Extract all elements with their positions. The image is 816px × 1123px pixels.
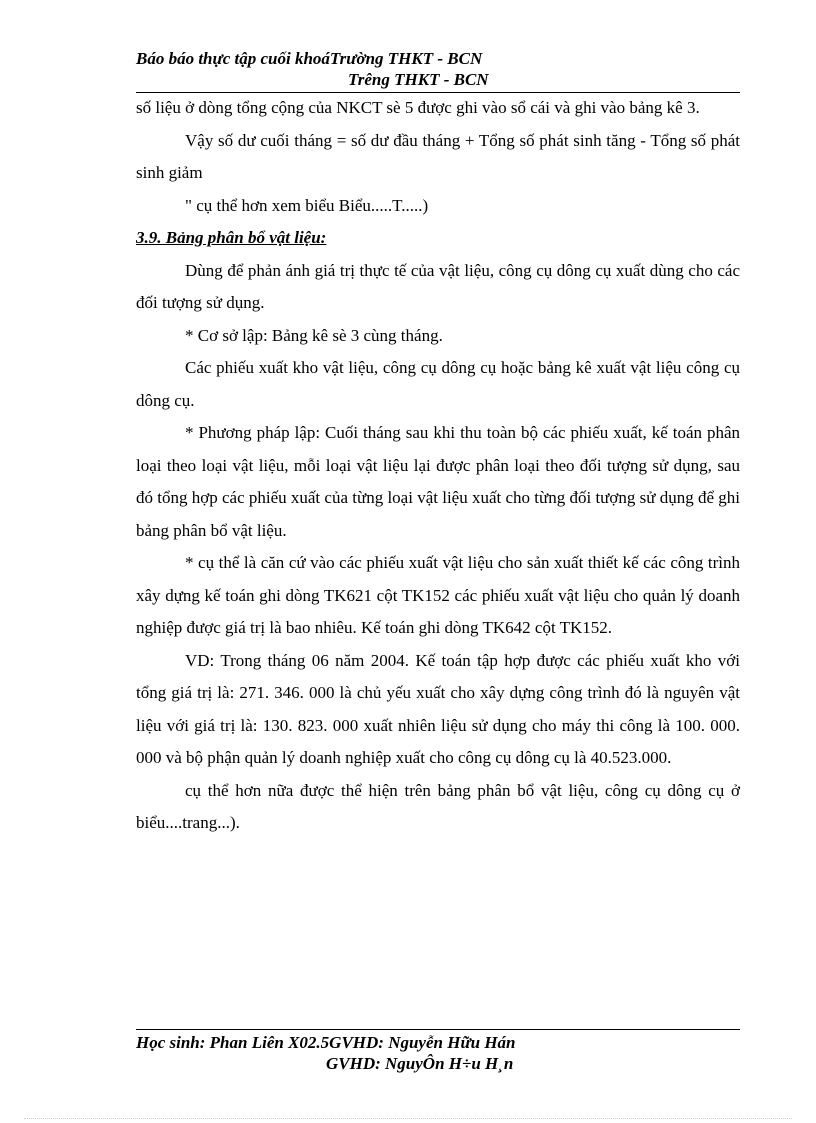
paragraph: số liệu ở dòng tổng cộng của NKCT sè 5 được ghi vào sổ cái và ghi vào bảng kê 3. xyxy=(136,98,700,117)
paragraph: * cụ thể là căn cứ vào các phiếu xuất vật liệu cho sản xuất thiết kế các công trình xây dựng kế toán ghi dòng TK621 cột TK152 các phiếu xuất vật liệu cho quản lý doanh nghiệp được giá trị là bao nhiêu. Kế toán ghi dòng TK642 cột TK152. xyxy=(136,553,740,637)
paragraph: Vậy số dư cuối tháng = số dư đầu tháng + Tổng số phát sinh tăng - Tổng số phát sinh giảm xyxy=(136,130,740,182)
footer-student: Học sinh: Phan Liên X02.5GVHD: Nguyễn Hữu Hán xyxy=(136,1033,516,1052)
page-header xyxy=(136,48,740,90)
paragraph: VD: Trong tháng 06 năm 2004. Kế toán tập hợp được các phiếu xuất kho với tổng giá trị là: 271. 346. 000 là chủ yếu xuất cho xây dựng công trình đó là nguyên vật liệu với giá trị là: 130. 823. 000 xuất nhiên liệu sử dụng cho máy thi công là 100. 000. 000 và bộ phận quản lý doanh nghiệp xuất cho công cụ dông cụ là 40.523.000. xyxy=(136,650,740,767)
paragraph: cụ thể hơn nữa được thể hiện trên bảng phân bổ vật liệu, công cụ dông cụ ở biểu....trang...). xyxy=(136,780,740,832)
section-heading: 3.9. Bảng phân bổ vật liệu: xyxy=(136,228,327,247)
paragraph: Các phiếu xuất kho vật liệu, công cụ dông cụ hoặc bảng kê xuất vật liệu công cụ dông cụ. xyxy=(136,358,740,410)
footer-advisor: GVHD: NguyÔn H÷u H¸n xyxy=(326,1054,514,1073)
header-school: Trêng THKT - BCN xyxy=(348,70,489,89)
header-title: Báo báo thực tập cuối khoáTrường THKT - BCN xyxy=(136,49,483,68)
document-body xyxy=(136,92,740,840)
page-bottom-edge xyxy=(24,1118,792,1119)
paragraph: " cụ thể hơn xem biểu Biểu.....T.....) xyxy=(185,195,429,215)
footer-divider xyxy=(136,1029,740,1030)
page-footer xyxy=(136,1032,740,1074)
paragraph: * Phương pháp lập: Cuối tháng sau khi thu toàn bộ các phiếu xuất, kế toán phân loại theo loại vật liệu, mỗi loại vật liệu lại được phân loại theo đối tượng sử dụng, sau đó tổng hợp các phiếu xuất của từng loại vật liệu xuất cho từng đối tượng sử dụng để ghi bảng phân bổ vật liệu. xyxy=(136,423,740,540)
paragraph: Dùng để phản ánh giá trị thực tế của vật liệu, công cụ dông cụ xuất dùng cho các đối tượng sử dụng. xyxy=(136,260,740,312)
paragraph: * Cơ sở lập: Bảng kê sè 3 cùng tháng. xyxy=(185,325,443,345)
